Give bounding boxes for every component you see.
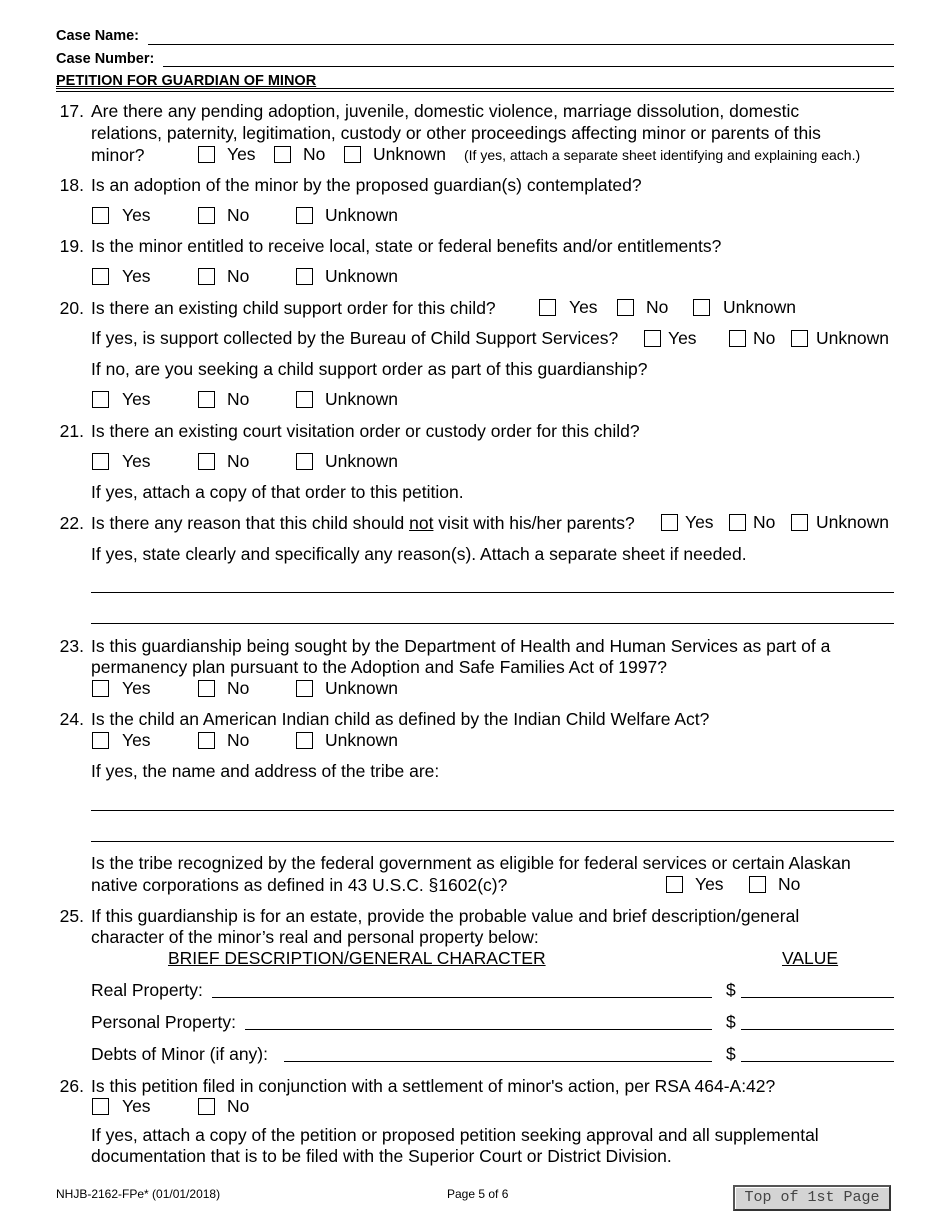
q20-yes-checkbox[interactable] xyxy=(539,299,556,316)
q21-unknown-checkbox[interactable] xyxy=(296,453,313,470)
header-divider-1 xyxy=(56,88,894,89)
q20-sub1-yes-label: Yes xyxy=(668,328,697,348)
q17-unknown-checkbox[interactable] xyxy=(344,146,361,163)
q21-unknown-label: Unknown xyxy=(325,451,398,471)
q24-no-label: No xyxy=(227,730,250,750)
q24-tribe-line-2[interactable] xyxy=(91,841,894,842)
q25-real-property-field[interactable] xyxy=(212,997,712,998)
q22-unknown-checkbox[interactable] xyxy=(791,514,808,531)
case-name-label: Case Name: xyxy=(56,28,140,44)
q22-yes-label: Yes xyxy=(685,512,714,532)
q23-unknown-checkbox[interactable] xyxy=(296,680,313,697)
q20-sub1-no-label: No xyxy=(753,328,776,348)
q20-no-checkbox[interactable] xyxy=(617,299,634,316)
q19-yes-label: Yes xyxy=(122,266,151,286)
form-title: PETITION FOR GUARDIAN OF MINOR xyxy=(56,73,317,89)
q20-text: Is there an existing child support order for this child? xyxy=(91,298,496,318)
q25-personal-property-label: Personal Property: xyxy=(91,1012,236,1032)
footer-page-number: Page 5 of 6 xyxy=(447,1187,509,1201)
q17-no-checkbox[interactable] xyxy=(274,146,291,163)
q22-answer-line-1[interactable] xyxy=(91,592,894,593)
q24-yes-label: Yes xyxy=(122,730,151,750)
q19-number: 19. xyxy=(59,236,84,256)
q21-number: 21. xyxy=(59,421,84,441)
q20-yes-label: Yes xyxy=(569,297,598,317)
case-number-label: Case Number: xyxy=(56,51,155,67)
q24-recog-line1: Is the tribe recognized by the federal government as eligible for federal services or certain Alaskan xyxy=(91,853,851,873)
q21-no-label: No xyxy=(227,451,250,471)
q24-text: Is the child an American Indian child as defined by the Indian Child Welfare Act? xyxy=(91,709,710,729)
q19-unknown-label: Unknown xyxy=(325,266,398,286)
header-divider-2 xyxy=(56,91,894,92)
q21-yes-label: Yes xyxy=(122,451,151,471)
q17-no-label: No xyxy=(303,144,326,164)
q17-yes-label: Yes xyxy=(227,144,256,164)
q25-real-value-field[interactable] xyxy=(741,997,894,998)
q20-sub2-text: If no, are you seeking a child support order as part of this guardianship? xyxy=(91,359,648,379)
q20-number: 20. xyxy=(59,298,84,318)
q17-line2: relations, paternity, legitimation, custody or other proceedings affecting minor or parents of this xyxy=(91,123,821,143)
q20-unknown-label: Unknown xyxy=(723,297,796,317)
q20-sub2-no-label: No xyxy=(227,389,250,409)
q20-sub1-unknown-label: Unknown xyxy=(816,328,889,348)
q18-text: Is an adoption of the minor by the proposed guardian(s) contemplated? xyxy=(91,175,642,195)
q25-personal-currency: $ xyxy=(726,1012,736,1032)
q21-yes-checkbox[interactable] xyxy=(92,453,109,470)
q22-answer-line-2[interactable] xyxy=(91,623,894,624)
q18-number: 18. xyxy=(59,175,84,195)
q26-note-line1: If yes, attach a copy of the petition or proposed petition seeking approval and all supplemental xyxy=(91,1125,819,1145)
q18-unknown-label: Unknown xyxy=(325,205,398,225)
q26-yes-checkbox[interactable] xyxy=(92,1098,109,1115)
q23-line2: permanency plan pursuant to the Adoption and Safe Families Act of 1997? xyxy=(91,657,667,677)
q18-yes-checkbox[interactable] xyxy=(92,207,109,224)
q26-note-line2: documentation that is to be filed with the Superior Court or District Division. xyxy=(91,1146,672,1166)
q19-no-checkbox[interactable] xyxy=(198,268,215,285)
q24-tribe-line-1[interactable] xyxy=(91,810,894,811)
q23-line1: Is this guardianship being sought by the Department of Health and Human Services as part of a xyxy=(91,636,831,656)
q23-no-label: No xyxy=(227,678,250,698)
case-number-field[interactable] xyxy=(163,66,894,67)
q20-sub1-text: If yes, is support collected by the Bureau of Child Support Services? xyxy=(91,328,619,348)
q23-yes-label: Yes xyxy=(122,678,151,698)
q20-sub2-unknown-checkbox[interactable] xyxy=(296,391,313,408)
q24-recog-yes-checkbox[interactable] xyxy=(666,876,683,893)
q20-no-label: No xyxy=(646,297,669,317)
q25-debts-label: Debts of Minor (if any): xyxy=(91,1044,268,1064)
q23-number: 23. xyxy=(59,636,84,656)
q22-text-a: Is there any reason that this child should xyxy=(91,513,410,533)
q26-number: 26. xyxy=(59,1076,84,1096)
q21-note: If yes, attach a copy of that order to this petition. xyxy=(91,482,464,502)
q20-sub2-no-checkbox[interactable] xyxy=(198,391,215,408)
q17-line3: minor? xyxy=(91,145,145,165)
q20-sub1-no-checkbox[interactable] xyxy=(729,330,746,347)
q24-yes-checkbox[interactable] xyxy=(92,732,109,749)
q26-text: Is this petition filed in conjunction with a settlement of minor's action, per RSA 464-A:42? xyxy=(91,1076,776,1096)
q21-no-checkbox[interactable] xyxy=(198,453,215,470)
q20-sub1-yes-checkbox[interactable] xyxy=(644,330,661,347)
q22-unknown-label: Unknown xyxy=(816,512,889,532)
q22-no-checkbox[interactable] xyxy=(729,514,746,531)
q17-line1: Are there any pending adoption, juvenile, domestic violence, marriage dissolution, domestic xyxy=(91,101,800,121)
q21-text: Is there an existing court visitation order or custody order for this child? xyxy=(91,421,640,441)
q20-sub2-yes-checkbox[interactable] xyxy=(92,391,109,408)
q24-tribe-label: If yes, the name and address of the tribe are: xyxy=(91,761,440,781)
q22-no-label: No xyxy=(753,512,776,532)
q20-unknown-checkbox[interactable] xyxy=(693,299,710,316)
q17-number: 17. xyxy=(59,101,84,121)
q17-unknown-label: Unknown xyxy=(373,144,446,164)
q25-number: 25. xyxy=(59,906,84,926)
q25-debts-currency: $ xyxy=(726,1044,736,1064)
q24-recog-line2: native corporations as defined in 43 U.S.C. §1602(c)? xyxy=(91,875,508,895)
q19-yes-checkbox[interactable] xyxy=(92,268,109,285)
q22-number: 22. xyxy=(59,513,84,533)
q19-no-label: No xyxy=(227,266,250,286)
q26-no-checkbox[interactable] xyxy=(198,1098,215,1115)
q18-no-checkbox[interactable] xyxy=(198,207,215,224)
q18-no-label: No xyxy=(227,205,250,225)
q24-unknown-label: Unknown xyxy=(325,730,398,750)
q25-personal-property-field[interactable] xyxy=(245,1029,712,1030)
q25-col-desc: BRIEF DESCRIPTION/GENERAL CHARACTER xyxy=(168,948,546,968)
q23-unknown-label: Unknown xyxy=(325,678,398,698)
q20-sub2-unknown-label: Unknown xyxy=(325,389,398,409)
q22-yes-checkbox[interactable] xyxy=(661,514,678,531)
q22-text xyxy=(91,513,635,535)
q20-sub1-unknown-checkbox[interactable] xyxy=(791,330,808,347)
q24-recog-no-label: No xyxy=(778,874,801,894)
q17-yes-checkbox[interactable] xyxy=(198,146,215,163)
q25-debts-value-field[interactable] xyxy=(741,1061,894,1062)
q18-unknown-checkbox[interactable] xyxy=(296,207,313,224)
q25-debts-field[interactable] xyxy=(284,1061,712,1062)
q19-text: Is the minor entitled to receive local, state or federal benefits and/or entitlements? xyxy=(91,236,722,256)
q22-text-b: visit with his/her parents? xyxy=(433,513,635,533)
q20-sub2-yes-label: Yes xyxy=(122,389,151,409)
q23-yes-checkbox[interactable] xyxy=(92,680,109,697)
q25-col-value: VALUE xyxy=(782,948,839,968)
q25-real-currency: $ xyxy=(726,980,736,1000)
q25-line1: If this guardianship is for an estate, provide the probable value and brief description/general xyxy=(91,906,800,926)
q26-no-label: No xyxy=(227,1096,250,1116)
q22-note: If yes, state clearly and specifically any reason(s). Attach a separate sheet if needed. xyxy=(91,544,747,564)
q26-yes-label: Yes xyxy=(122,1096,151,1116)
q24-no-checkbox[interactable] xyxy=(198,732,215,749)
q24-unknown-checkbox[interactable] xyxy=(296,732,313,749)
q23-no-checkbox[interactable] xyxy=(198,680,215,697)
q19-unknown-checkbox[interactable] xyxy=(296,268,313,285)
q25-real-property-label: Real Property: xyxy=(91,980,203,1000)
q24-recog-yes-label: Yes xyxy=(695,874,724,894)
q24-number: 24. xyxy=(59,709,84,729)
q25-personal-value-field[interactable] xyxy=(741,1029,894,1030)
footer-form-id: NHJB-2162-FPe* (01/01/2018) xyxy=(56,1187,221,1201)
q17-note: (If yes, attach a separate sheet identifying and explaining each.) xyxy=(464,147,861,163)
q22-text-not: not xyxy=(409,513,434,533)
top-of-first-page-button[interactable]: Top of 1st Page xyxy=(733,1185,891,1211)
q25-line2: character of the minor’s real and personal property below: xyxy=(91,927,539,947)
q18-yes-label: Yes xyxy=(122,205,151,225)
case-name-field[interactable] xyxy=(148,44,894,45)
q24-recog-no-checkbox[interactable] xyxy=(749,876,766,893)
